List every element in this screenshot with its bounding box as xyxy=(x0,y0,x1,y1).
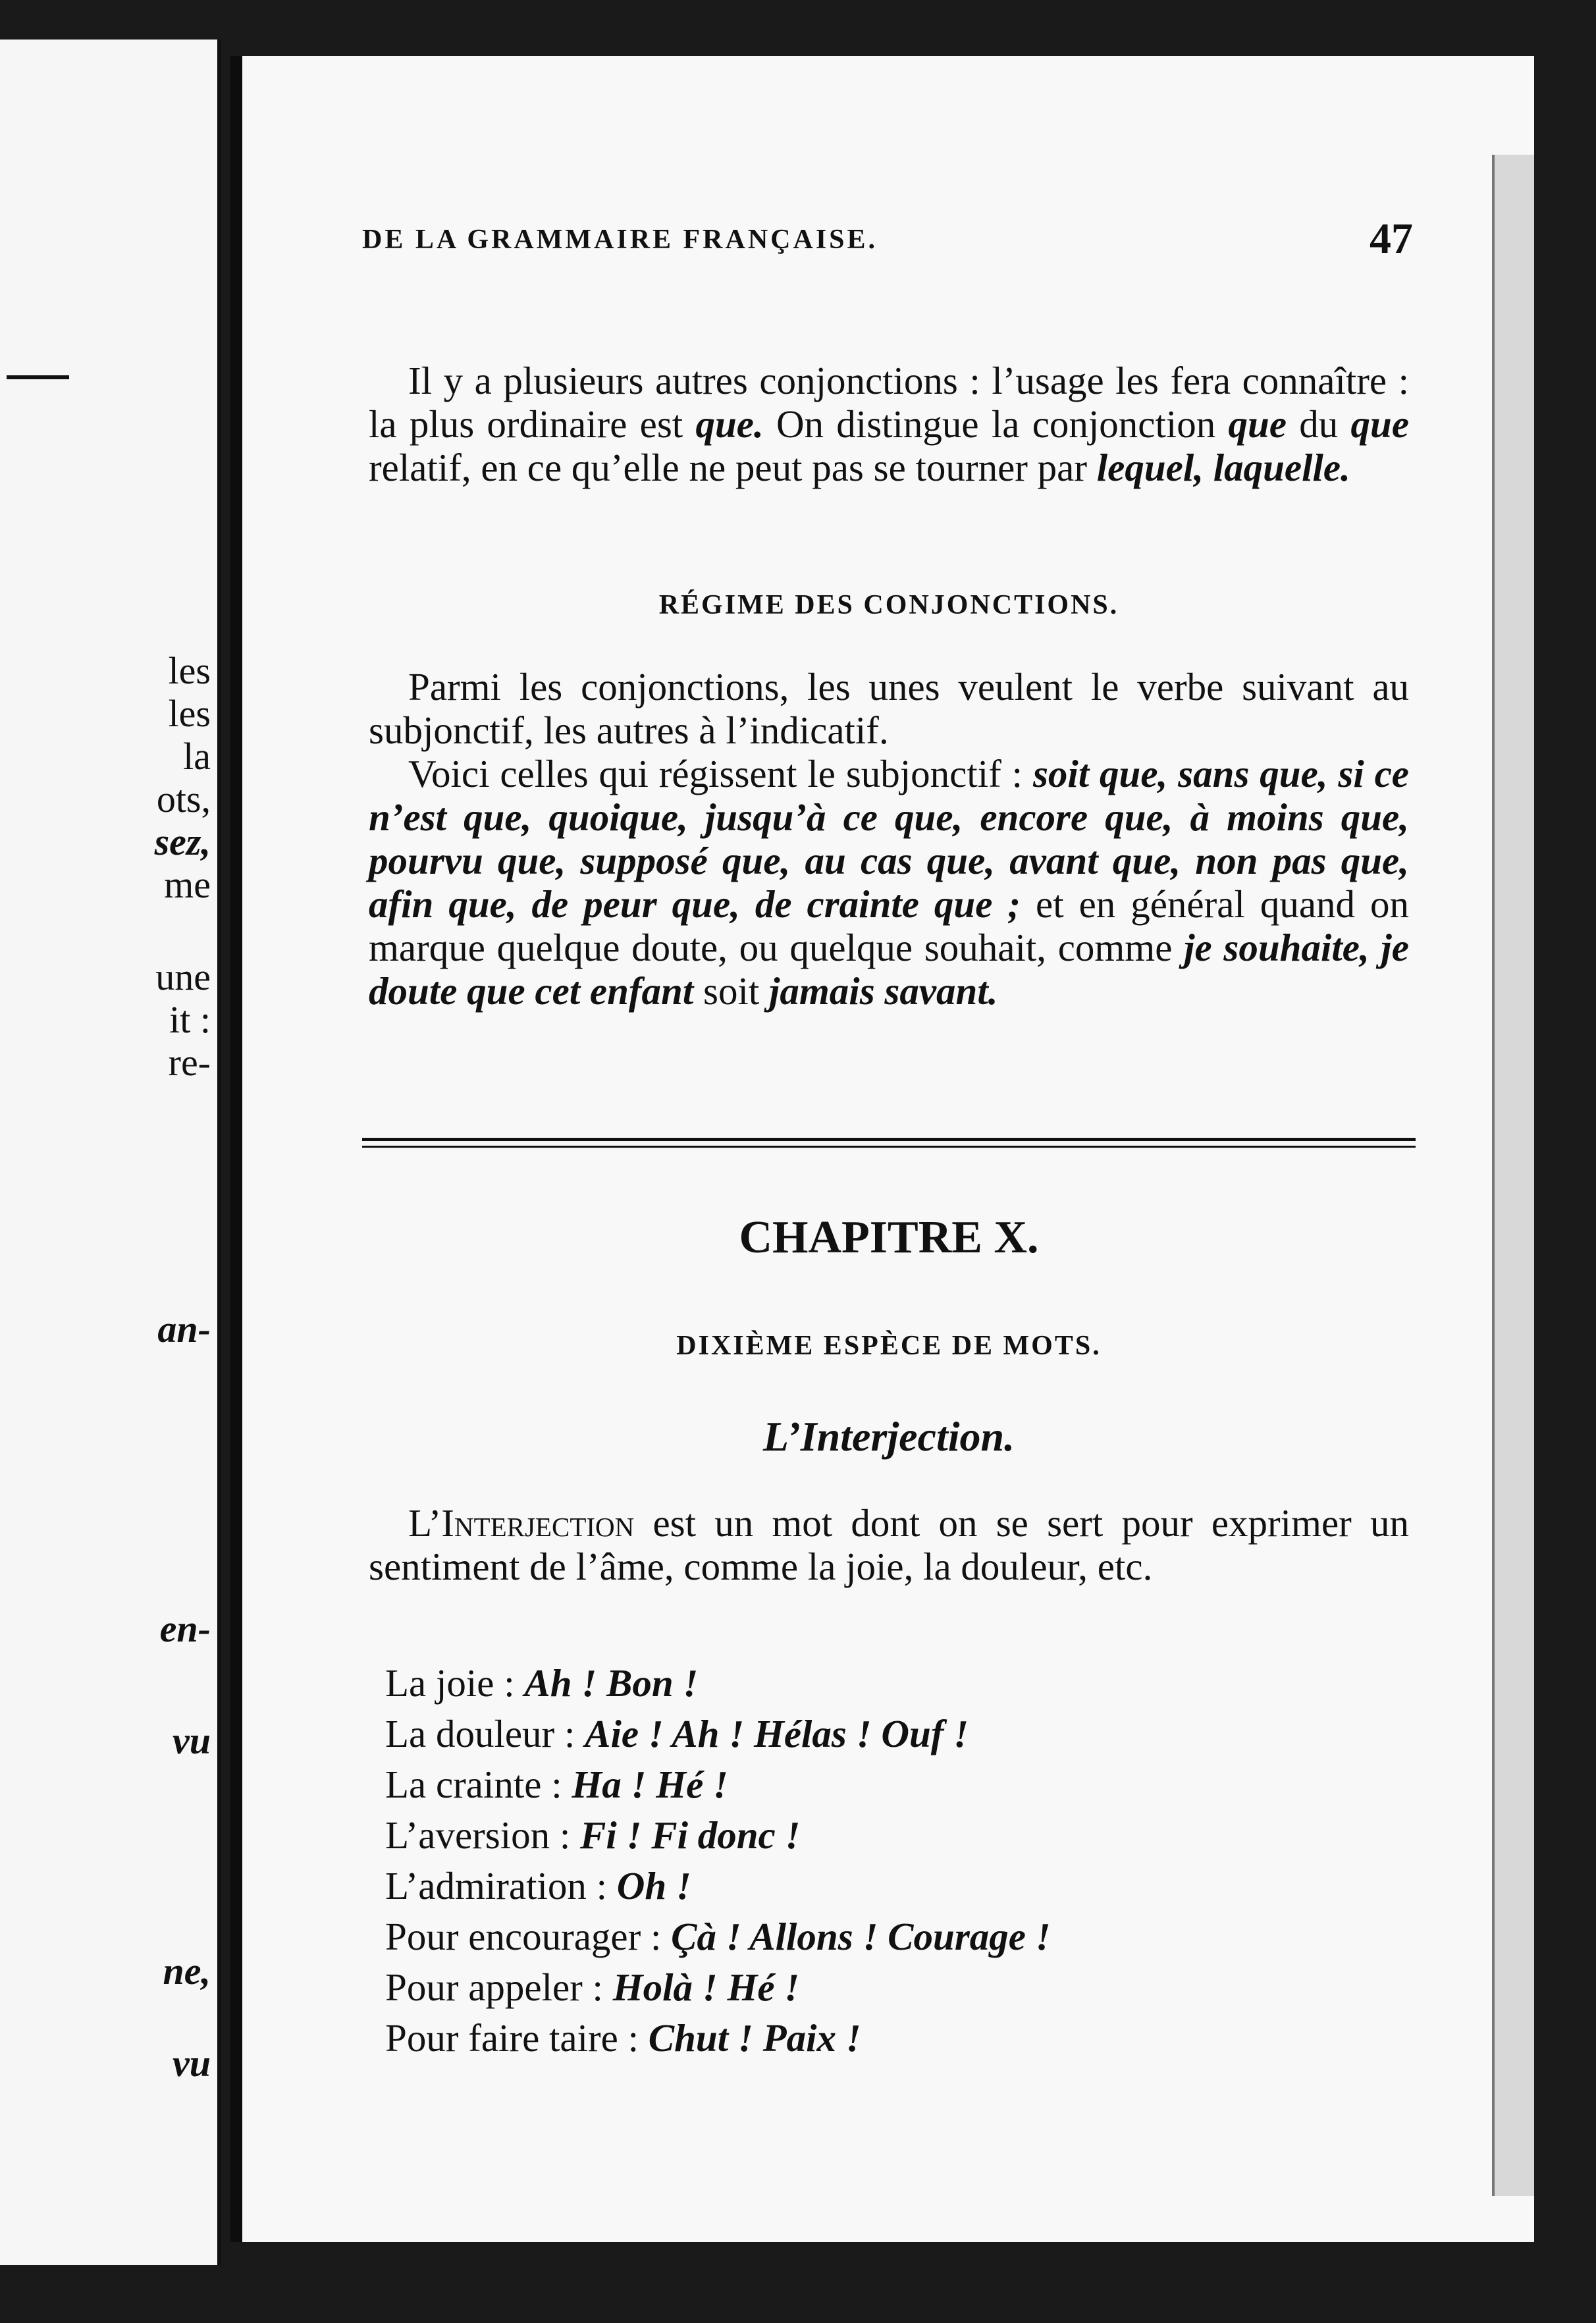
example-label: L’aversion : xyxy=(385,1813,581,1857)
left-fragment: en- xyxy=(159,1607,211,1650)
para-italic: jamais savant. xyxy=(769,969,998,1013)
list-item xyxy=(385,1962,1439,2013)
left-fragment: ots, xyxy=(156,778,211,820)
example-value: Chut ! Paix ! xyxy=(648,2016,861,2060)
paragraph-interjection xyxy=(369,1501,1409,1588)
para-italic: soit que, sans que, si ce n’est que, quoique, jusqu’à ce que, encore que, à moins que, pourvu que, supposé que, au cas que, avant que, non pas que, afin que, de peur que, de crainte que ; xyxy=(369,752,1409,926)
left-fragment: sez, xyxy=(154,820,211,863)
running-title: DE LA GRAMMAIRE FRANÇAISE. xyxy=(362,225,878,255)
example-label: Pour appeler : xyxy=(385,1965,613,2009)
left-fragment: re- xyxy=(168,1041,211,1084)
left-page-rule xyxy=(7,375,69,379)
left-fragment: it : xyxy=(169,998,211,1041)
example-value: Aie ! Ah ! Hélas ! Ouf ! xyxy=(585,1712,969,1755)
list-item xyxy=(385,1911,1439,1962)
page-number: 47 xyxy=(1370,215,1413,263)
term-small-caps: Interjection xyxy=(441,1501,635,1545)
list-item xyxy=(385,1810,1439,1861)
section-heading-regime: RÉGIME DES CONJONCTIONS. xyxy=(658,590,1119,620)
left-fragment: an- xyxy=(157,1308,211,1350)
para-text: et en général quand on marque quelque doute, ou quelque souhait, comme xyxy=(369,882,1409,969)
example-label: Pour encourager : xyxy=(385,1915,672,1958)
left-fragment: les xyxy=(168,649,211,692)
para-text: Il y a plusieurs autres conjonctions : l’usage les fera connaître : la plus ordinaire est xyxy=(369,359,1409,446)
interjection-examples xyxy=(385,1658,1439,2064)
para-text: soit xyxy=(693,969,770,1013)
left-fragment: une xyxy=(155,955,211,998)
example-value: Ah ! Bon ! xyxy=(524,1661,699,1705)
para-italic: que. xyxy=(695,402,764,446)
paragraph-regime xyxy=(369,665,1409,1013)
para-text: Parmi les conjonctions, les unes veulent le verbe suivant au subjonctif, les autres à l’indicatif. xyxy=(369,665,1409,752)
left-fragment: la xyxy=(183,735,211,778)
section-divider xyxy=(362,1138,1416,1141)
left-fragment: me xyxy=(164,863,211,906)
para-italic: que xyxy=(1228,402,1287,446)
section-title-interjection: L’Interjection. xyxy=(762,1413,1015,1460)
para-text: du xyxy=(1287,402,1351,446)
example-value: Çà ! Allons ! Courage ! xyxy=(671,1915,1051,1958)
page-edge xyxy=(1492,155,1534,2196)
left-fragment: ne, xyxy=(163,1950,211,1992)
para-text: relatif, en ce qu’elle ne peut pas se tourner par xyxy=(369,446,1097,489)
example-label: La douleur : xyxy=(385,1712,585,1755)
list-item xyxy=(385,1709,1439,1759)
paragraph-conjonctions xyxy=(369,359,1409,489)
example-value: Ha ! Hé ! xyxy=(572,1763,729,1806)
left-fragment: vu xyxy=(173,1719,211,1762)
example-label: La joie : xyxy=(385,1661,525,1705)
para-text: est un mot dont on se sert pour exprimer un sentiment de l’âme, comme la joie, la douleur, etc. xyxy=(369,1501,1409,1588)
para-text: L’ xyxy=(408,1501,442,1545)
para-italic: que xyxy=(1350,402,1409,446)
example-label: L’admiration : xyxy=(385,1864,617,1908)
para-italic: lequel, laquelle. xyxy=(1096,446,1350,489)
list-item xyxy=(385,2013,1439,2064)
example-value: Oh ! xyxy=(616,1864,691,1908)
left-facing-page xyxy=(0,40,221,2265)
list-item xyxy=(385,1861,1439,1911)
para-text: Voici celles qui régissent le subjonctif : xyxy=(408,752,1033,795)
para-text: On distingue la conjonction xyxy=(763,402,1229,446)
left-fragment: les xyxy=(168,692,211,735)
chapter-subtitle: DIXIÈME ESPÈCE DE MOTS. xyxy=(676,1331,1102,1361)
section-divider xyxy=(362,1146,1416,1148)
chapter-title: CHAPITRE X. xyxy=(739,1212,1039,1263)
left-fragment: vu xyxy=(173,2042,211,2085)
example-value: Fi ! Fi donc ! xyxy=(580,1813,801,1857)
list-item xyxy=(385,1759,1439,1810)
para-italic: je souhaite, je doute que cet enfant xyxy=(369,926,1409,1013)
list-item xyxy=(385,1658,1439,1709)
example-label: La crainte : xyxy=(385,1763,572,1806)
example-value: Holà ! Hé ! xyxy=(612,1965,800,2009)
example-label: Pour faire taire : xyxy=(385,2016,649,2060)
